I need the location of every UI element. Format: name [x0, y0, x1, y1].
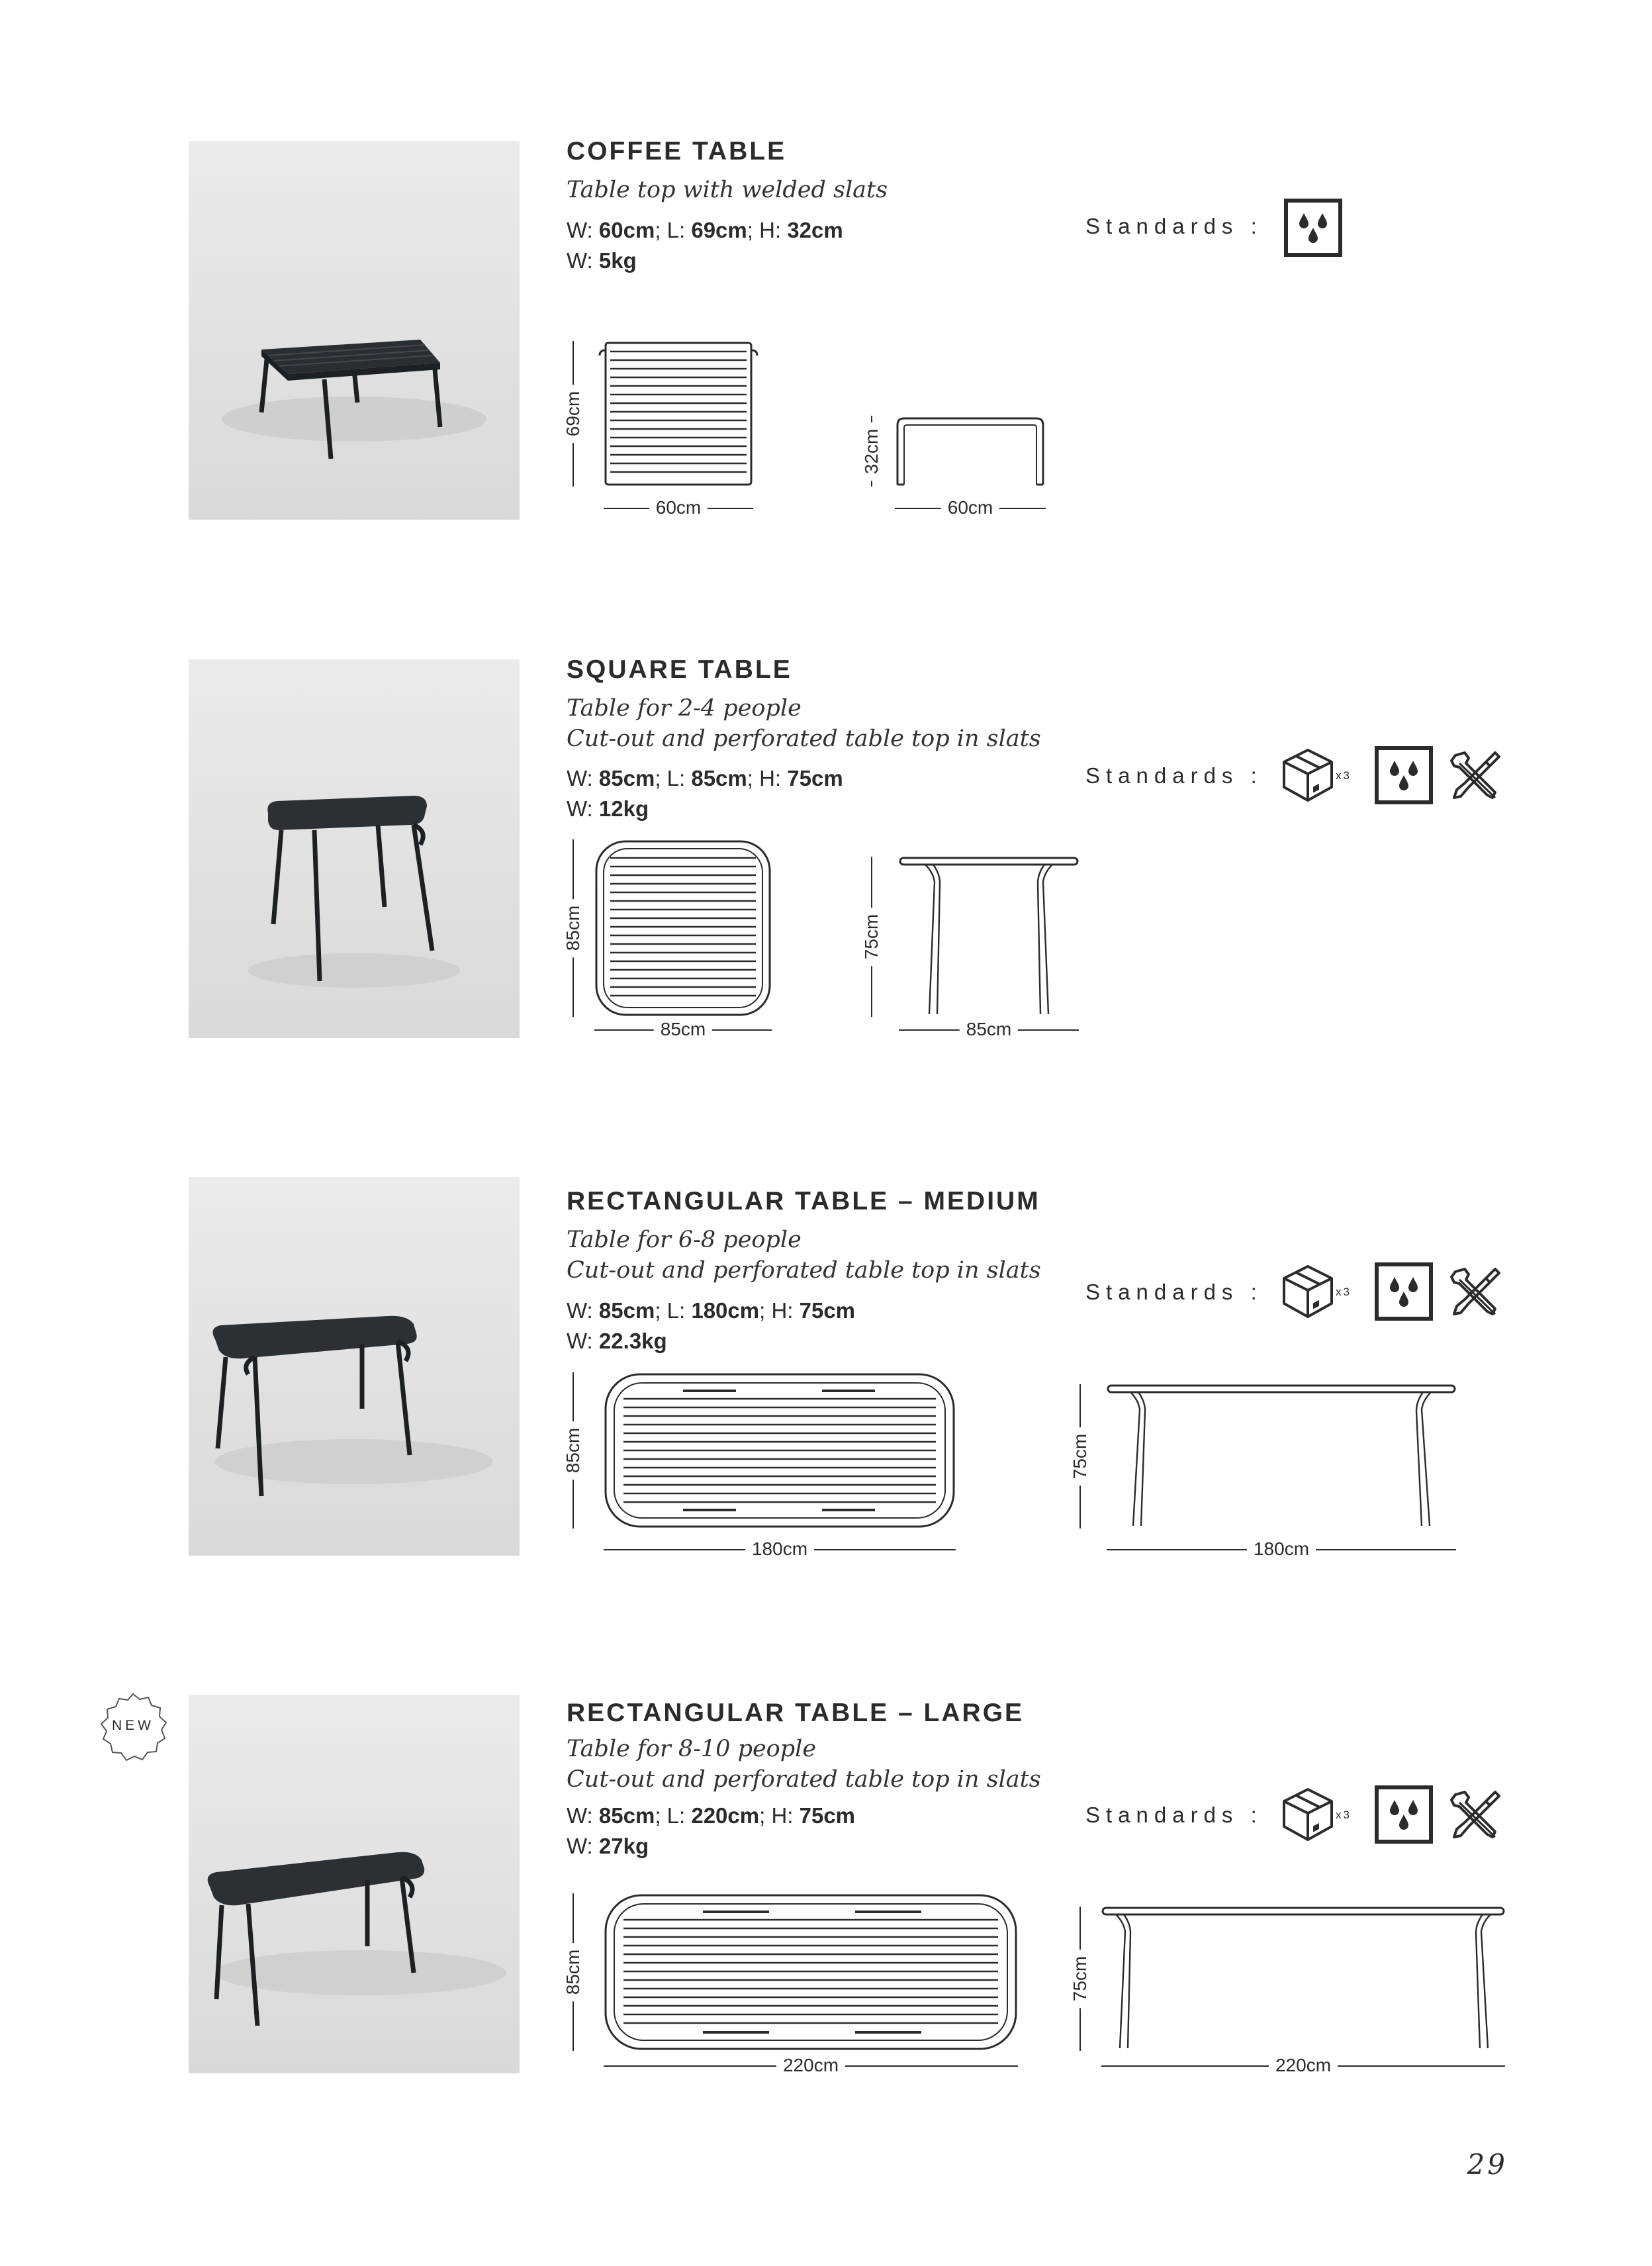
product-dimensions: W: 85cm; L: 220cm; H: 75cm: [567, 1803, 856, 1828]
height-dimension: 75cm: [1070, 1384, 1090, 1529]
top-view-drawing: [604, 341, 753, 487]
side-view-drawing: [1101, 1907, 1505, 2051]
rectangular-large-table-photo: [189, 1695, 520, 2073]
product-subtitle: Cut-out and perforated table top in slats: [567, 1257, 1041, 1284]
product-weight: W: 5kg: [567, 248, 637, 273]
flat-pack-box-icon: [1279, 746, 1337, 804]
height-dimension: 75cm: [1070, 1907, 1090, 2051]
width-dimension: 220cm: [604, 2055, 1018, 2075]
height-dimension: 75cm: [862, 857, 882, 1017]
product-subtitle: Cut-out and perforated table top in slats: [567, 1766, 1041, 1793]
water-resistant-icon: [1375, 746, 1433, 804]
side-width-dimension: 85cm: [899, 1019, 1079, 1039]
product-title: COFFEE TABLE: [567, 137, 787, 165]
top-view-drawing: [594, 839, 772, 1017]
flat-pack-box-icon: [1279, 1262, 1337, 1321]
water-resistant-icon: [1375, 1262, 1433, 1321]
depth-dimension: 85cm: [563, 1372, 583, 1529]
side-width-dimension: 180cm: [1107, 1539, 1456, 1559]
box-quantity-label: x3: [1336, 1809, 1352, 1821]
product-title: SQUARE TABLE: [567, 655, 792, 684]
new-badge: [96, 1691, 170, 1766]
product-title: RECTANGULAR TABLE – LARGE: [567, 1699, 1025, 1727]
width-dimension: 180cm: [604, 1539, 956, 1559]
coffee-table-photo: [189, 141, 520, 520]
standards-label: Standards :: [1085, 1803, 1263, 1827]
product-weight: W: 27kg: [567, 1834, 649, 1858]
side-width-dimension: 220cm: [1101, 2055, 1505, 2075]
depth-dimension: 69cm: [563, 341, 583, 487]
product-weight: W: 22.3kg: [567, 1329, 667, 1353]
standards-label: Standards :: [1085, 763, 1263, 788]
new-badge-label: NEW: [112, 1718, 154, 1733]
page-number: 29: [1467, 2148, 1508, 2181]
standards-label: Standards :: [1085, 1280, 1263, 1304]
product-subtitle: Table for 8-10 people: [567, 1736, 817, 1762]
height-dimension: 32cm: [862, 416, 882, 487]
rectangular-medium-table-photo: [189, 1177, 520, 1556]
width-dimension: 85cm: [594, 1019, 772, 1039]
width-dimension: 60cm: [604, 498, 753, 518]
side-view-drawing: [895, 416, 1046, 487]
depth-dimension: 85cm: [563, 1893, 583, 2051]
product-weight: W: 12kg: [567, 796, 649, 821]
side-width-dimension: 60cm: [895, 498, 1046, 518]
top-view-drawing: [604, 1893, 1018, 2051]
product-subtitle: Cut-out and perforated table top in slats: [567, 726, 1041, 752]
box-quantity-label: x3: [1336, 769, 1352, 782]
water-resistant-icon: [1375, 1785, 1433, 1844]
depth-dimension: 85cm: [563, 839, 583, 1017]
square-table-photo: [189, 659, 520, 1038]
product-dimensions: W: 85cm; L: 85cm; H: 75cm: [567, 766, 843, 790]
product-title: RECTANGULAR TABLE – MEDIUM: [567, 1187, 1040, 1215]
product-dimensions: W: 60cm; L: 69cm; H: 32cm: [567, 218, 843, 242]
product-subtitle: Table top with welded slats: [567, 177, 888, 203]
top-view-drawing: [604, 1372, 956, 1529]
flat-pack-box-icon: [1279, 1785, 1337, 1844]
side-view-drawing: [899, 857, 1079, 1017]
water-resistant-icon: [1284, 199, 1342, 257]
standards-label: Standards :: [1085, 214, 1263, 238]
assembly-tools-icon: [1446, 1785, 1504, 1844]
product-subtitle: Table for 2-4 people: [567, 695, 802, 722]
side-view-drawing: [1107, 1384, 1456, 1529]
assembly-tools-icon: [1446, 1262, 1504, 1321]
assembly-tools-icon: [1446, 746, 1504, 804]
product-dimensions: W: 85cm; L: 180cm; H: 75cm: [567, 1298, 856, 1323]
box-quantity-label: x3: [1336, 1286, 1352, 1298]
product-subtitle: Table for 6-8 people: [567, 1227, 802, 1253]
